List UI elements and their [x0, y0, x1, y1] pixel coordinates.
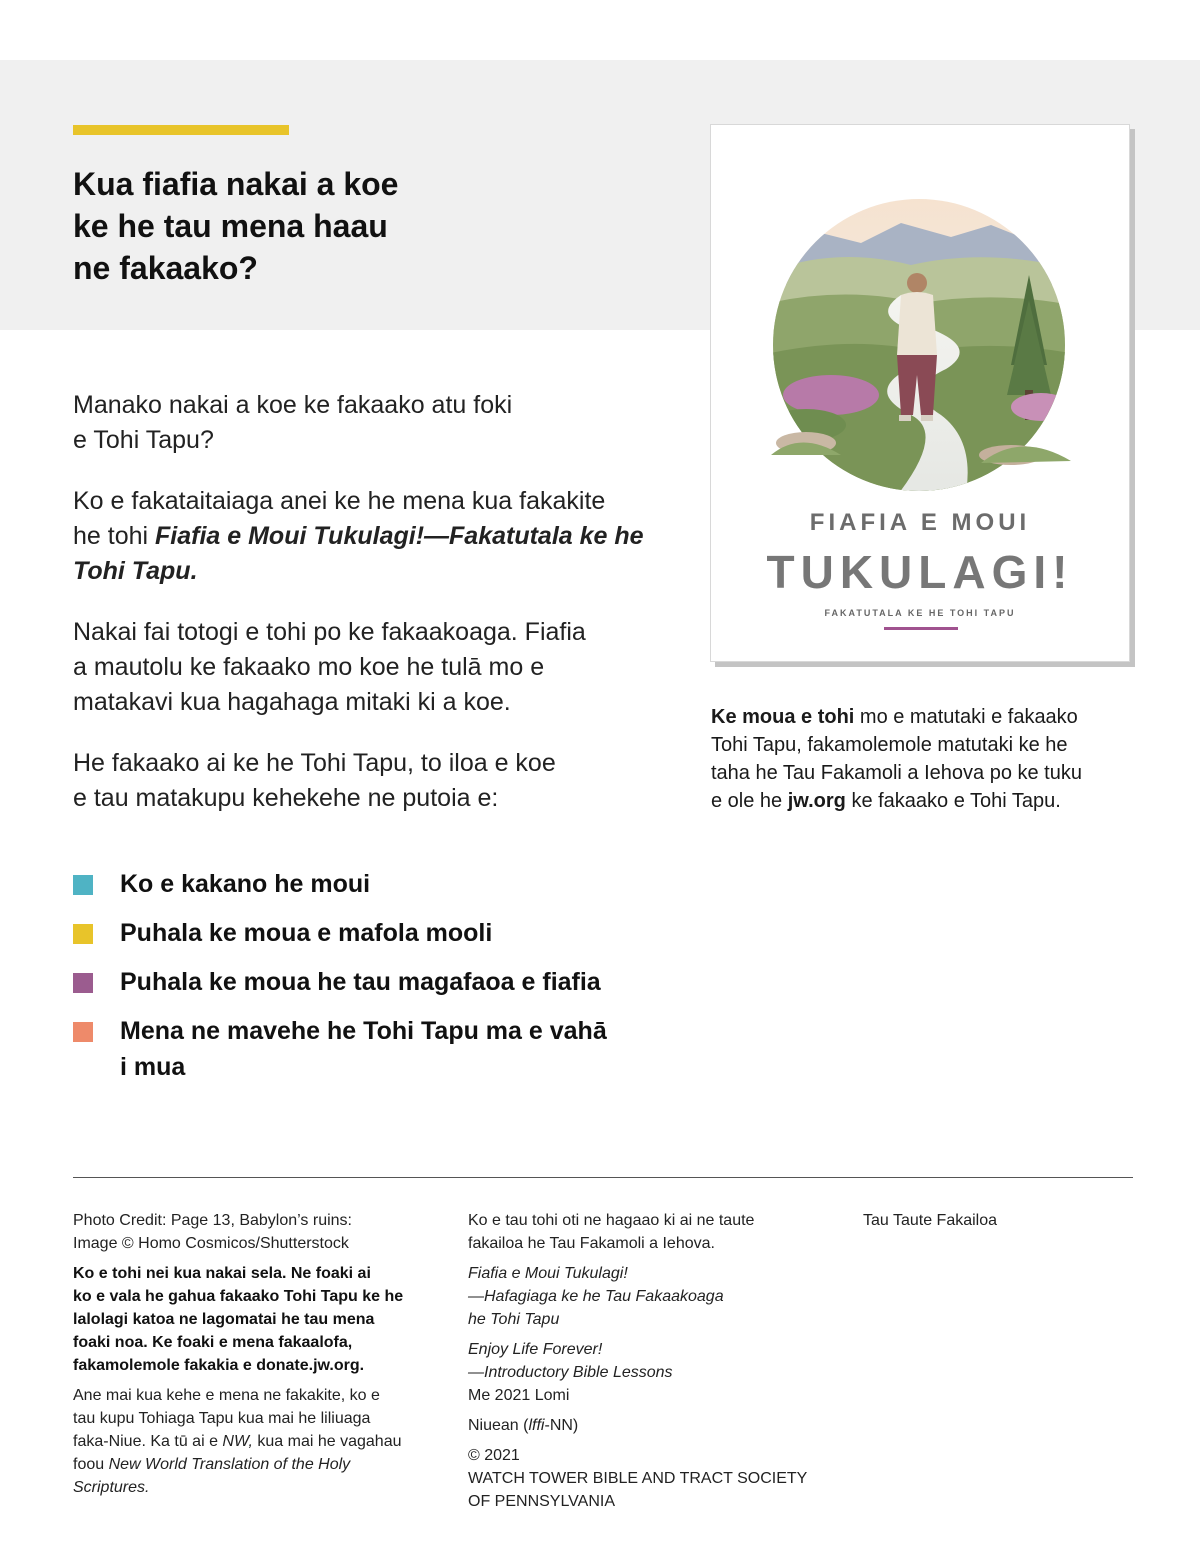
square-bullet-icon	[73, 875, 93, 895]
text-line: Scriptures.	[73, 1479, 150, 1496]
text-line: OF PENNSYLVANIA	[468, 1493, 615, 1510]
text-line: Ko e tau tohi oti ne hagaao ki ai ne taute	[468, 1212, 755, 1229]
text-line: taha he Tau Fakamoli a Iehova po ke tuku	[711, 762, 1082, 784]
text-line	[73, 1453, 438, 1476]
footer-divider	[73, 1177, 1133, 1178]
list-item-text	[120, 866, 673, 902]
intro-paragraph-2	[73, 484, 683, 589]
text-line: Enjoy Life Forever!	[468, 1341, 603, 1358]
footer-column-3	[863, 1209, 1143, 1239]
text-fragment: ke fakaako e Tohi Tapu.	[845, 790, 1061, 812]
intro-text	[73, 388, 683, 842]
text-line: WATCH TOWER BIBLE AND TRACT SOCIETY	[468, 1470, 808, 1487]
text-fragment: lffi	[528, 1417, 545, 1434]
text-line: —Hafagiaga ke he Tau Fakaakoaga	[468, 1288, 724, 1305]
book-title: Fiafia e Moui Tukulagi!—Fakatutala ke he	[155, 522, 644, 550]
footer-column-1	[73, 1209, 438, 1506]
page-heading	[73, 163, 593, 289]
text-line: foaki noa. Ke foaki e mena fakaalofa,	[73, 1334, 353, 1351]
book-title: Tohi Tapu.	[73, 557, 198, 585]
text-line	[73, 1430, 438, 1453]
text-fragment: -NN)	[544, 1417, 579, 1434]
text-fragment: Niuean (	[468, 1417, 529, 1434]
text-line: Tau Taute Fakailoa	[863, 1212, 998, 1229]
text-fragment: e ole he	[711, 790, 788, 812]
cover-tagline: FAKATUTALA KE HE TOHI TAPU	[824, 608, 1016, 618]
list-item-text	[120, 1013, 673, 1085]
square-bullet-icon	[73, 973, 93, 993]
text-line: Mena ne mavehe he Tohi Tapu ma e vahā	[120, 1017, 607, 1045]
title-english	[468, 1338, 838, 1407]
text-line	[711, 703, 1151, 731]
photo-credit	[73, 1209, 438, 1255]
jw-org-link[interactable]: jw.org	[787, 790, 846, 812]
text-line: e Tohi Tapu?	[73, 426, 214, 454]
text-line: Image © Homo Cosmicos/Shutterstock	[73, 1235, 349, 1252]
text-line: fakailoa he Tau Fakamoli a Iehova.	[468, 1235, 715, 1252]
text-line: Puhala ke moua e mafola mooli	[120, 919, 493, 947]
text-line: e tau matakupu kehekehe ne putoia e:	[73, 784, 499, 812]
topic-list	[73, 866, 673, 1098]
heading-line: ne fakaako?	[73, 250, 258, 286]
text-fragment: foou	[73, 1456, 109, 1473]
text-line: He fakaako ai ke he Tohi Tapu, to iloa e koe	[73, 749, 556, 777]
text-line: Nakai fai totogi e tohi po ke fakaakoaga. Fiafia	[73, 618, 586, 646]
edition-text: Me 2021 Lomi	[468, 1387, 570, 1404]
text-line	[73, 554, 683, 589]
side-note-bold: Ke moua e tohi	[711, 706, 855, 728]
side-note	[711, 703, 1151, 815]
text-line: Ko e kakano he moui	[120, 870, 371, 898]
text-line	[73, 519, 683, 554]
cover-title: TUKULAGI!	[766, 546, 1074, 598]
footer-column-2	[468, 1209, 838, 1520]
not-for-sale-note	[73, 1262, 438, 1377]
text-line: Fiafia e Moui Tukulagi!	[468, 1265, 628, 1282]
heading-line: ke he tau mena haau	[73, 208, 388, 244]
heading-line: Kua fiafia nakai a koe	[73, 166, 399, 202]
copyright	[468, 1444, 838, 1513]
intro-paragraph-3	[73, 615, 683, 720]
intro-paragraph-1	[73, 388, 683, 458]
publisher-note	[468, 1209, 838, 1255]
text-line: Manako nakai a koe ke fakaako atu foki	[73, 391, 513, 419]
text-fragment: kua mai he vagahau	[252, 1433, 402, 1450]
text-line: tau kupu Tohiaga Tapu kua mai he liliuaga	[73, 1410, 371, 1427]
cover-accent-line	[884, 627, 958, 630]
text-line: Ko e tohi nei kua nakai sela. Ne foaki ai	[73, 1265, 371, 1282]
text-line: © 2021	[468, 1447, 520, 1464]
text-line: Ko e fakataitaiaga anei ke he mena kua fakakite	[73, 487, 606, 515]
list-item	[73, 866, 673, 902]
text-fragment: mo e matutaki e fakaako	[854, 706, 1078, 728]
printer-note	[863, 1209, 1143, 1232]
text-line: lalolagi katoa ne lagomatai he tau mena	[73, 1311, 375, 1328]
list-item-text	[120, 964, 673, 1000]
text-line	[468, 1414, 838, 1437]
square-bullet-icon	[73, 1022, 93, 1042]
accent-bar	[73, 125, 289, 135]
title-niuean	[468, 1262, 838, 1331]
text-line: fakamolemole fakakia e donate.jw.org.	[73, 1357, 365, 1374]
text-line: he Tohi Tapu	[468, 1311, 560, 1328]
intro-paragraph-4	[73, 746, 683, 816]
text-line	[711, 787, 1151, 815]
text-fragment: faka-Niue. Ka tū ai e	[73, 1433, 223, 1450]
list-item	[73, 915, 673, 951]
text-line: Puhala ke moua he tau magafaoa e fiafia	[120, 968, 601, 996]
list-item	[73, 964, 673, 1000]
text-line: Tohi Tapu, fakamolemole matutaki ke he	[711, 734, 1068, 756]
text-line: i mua	[120, 1053, 186, 1081]
text-fragment: NW,	[222, 1433, 253, 1450]
list-item-text	[120, 915, 673, 951]
language-code	[468, 1414, 838, 1437]
text-fragment: New World Translation of the Holy	[108, 1456, 351, 1473]
list-item	[73, 1013, 673, 1085]
scripture-note	[73, 1384, 438, 1499]
text-line: a mautolu ke fakaako mo koe he tulā mo e	[73, 653, 545, 681]
text-line: —Introductory Bible Lessons	[468, 1364, 673, 1381]
square-bullet-icon	[73, 924, 93, 944]
text-fragment: he tohi	[73, 522, 156, 550]
text-line: ko e vala he gahua fakaako Tohi Tapu ke he	[73, 1288, 404, 1305]
text-line: Photo Credit: Page 13, Babylon’s ruins:	[73, 1212, 352, 1229]
cover-subtitle: FIAFIA E MOUI	[809, 509, 1031, 536]
text-line: matakavi kua hagahaga mitaki ki a koe.	[73, 688, 511, 716]
book-cover	[710, 124, 1130, 662]
text-line: Ane mai kua kehe e mena ne fakakite, ko e	[73, 1387, 380, 1404]
